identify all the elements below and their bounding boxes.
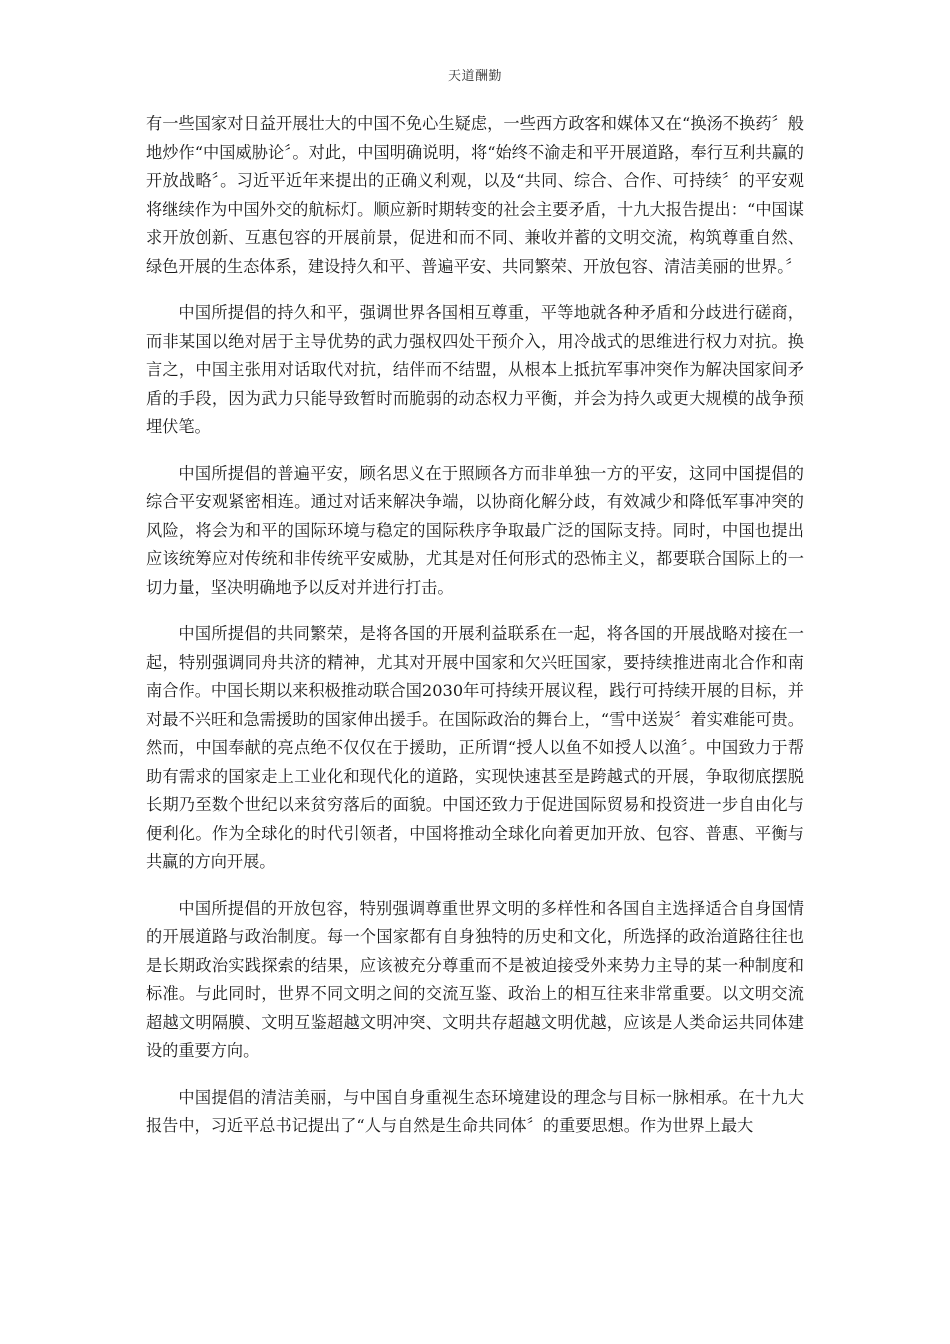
- article-body: [146, 110, 804, 1159]
- paragraph-3: 中国所提倡的普遍平安，顾名思义在于照顾各方而非单独一方的平安，这同中国提倡的综合平安观紧密相连。通过对话来解决争端，以协商化解分歧，有效减少和降低军事冲突的风险，将会为和平的国际环境与稳定的国际秩序争取最广泛的国际支持。同时，中国也提出应该统筹应对传统和非传统平安威胁，尤其是对任何形式的恐怖主义，都要联合国际上的一切力量，坚决明确地予以反对并进行打击。: [146, 463, 804, 597]
- paragraph-4: 中国所提倡的共同繁荣，是将各国的开展利益联系在一起，将各国的开展战略对接在一起，特别强调同舟共济的精神，尤其对开展中国家和欠兴旺国家，要持续推进南北合作和南南合作。中国长期以来积极推动联合国2030年可持续开展议程，践行可持续开展的目标，并对最不兴旺和急需援助的国家伸出援手。在国际政治的舞台上，“雪中送炭〞着实难能可贵。然而，中国奉献的亮点绝不仅仅在于援助，正所谓“授人以鱼不如授人以渔〞。中国致力于帮助有需求的国家走上工业化和现代化的道路，实现快速甚至是跨越式的开展，争取彻底摆脱长期乃至数个世纪以来贫穷落后的面貌。中国还致力于促进国际贸易和投资进一步自由化与便利化。作为全球化的时代引领者，中国将推动全球化向着更加开放、包容、普惠、平衡与共赢的方向开展。: [146, 624, 804, 871]
- paragraph-1: 有一些国家对日益开展壮大的中国不免心生疑虑，一些西方政客和媒体又在“换汤不换药〞般地炒作“中国威胁论〞。对此，中国明确说明，将“始终不渝走和平开展道路，奉行互利共赢的开放战略〞。习近平近年来提出的正确义利观，以及“共同、综合、合作、可持续〞的平安观将继续作为中国外交的航标灯。顺应新时期转变的社会主要矛盾，十九大报告提出：“中国谋求开放创新、互惠包容的开展前景，促进和而不同、兼收并蓄的文明交流，构筑尊重自然、绿色开展的生态体系，建设持久和平、普遍平安、共同繁荣、开放包容、清洁美丽的世界。〞: [146, 114, 804, 276]
- paragraph-6: 中国提倡的清洁美丽，与中国自身重视生态环境建设的理念与目标一脉相承。在十九大报告中，习近平总书记提出了“人与自然是生命共同体〞的重要思想。作为世界上最大: [146, 1087, 804, 1135]
- paragraph-2: 中国所提倡的持久和平，强调世界各国相互尊重，平等地就各种矛盾和分歧进行磋商，而非某国以绝对居于主导优势的武力强权四处干预介入，用冷战式的思维进行权力对抗。换言之，中国主张用对话取代对抗，结伴而不结盟，从根本上抵抗军事冲突作为解决国家间矛盾的手段，因为武力只能导致暂时而脆弱的动态权力平衡，并会为持久或更大规模的战争预埋伏笔。: [146, 303, 804, 436]
- paragraph-5: 中国所提倡的开放包容，特别强调尊重世界文明的多样性和各国自主选择适合自身国情的开展道路与政治制度。每一个国家都有自身独特的历史和文化，所选择的政治道路往往也是长期政治实践探索的结果，应该被充分尊重而不是被迫接受外来势力主导的某一种制度和标准。与此同时，世界不同文明之间的交流互鉴、政治上的相互往来非常重要。以文明交流超越文明隔膜、文明互鉴超越文明冲突、文明共存超越文明优越，应该是人类命运共同体建设的重要方向。: [146, 898, 804, 1060]
- page-header-title: 天道酬勤: [447, 69, 502, 84]
